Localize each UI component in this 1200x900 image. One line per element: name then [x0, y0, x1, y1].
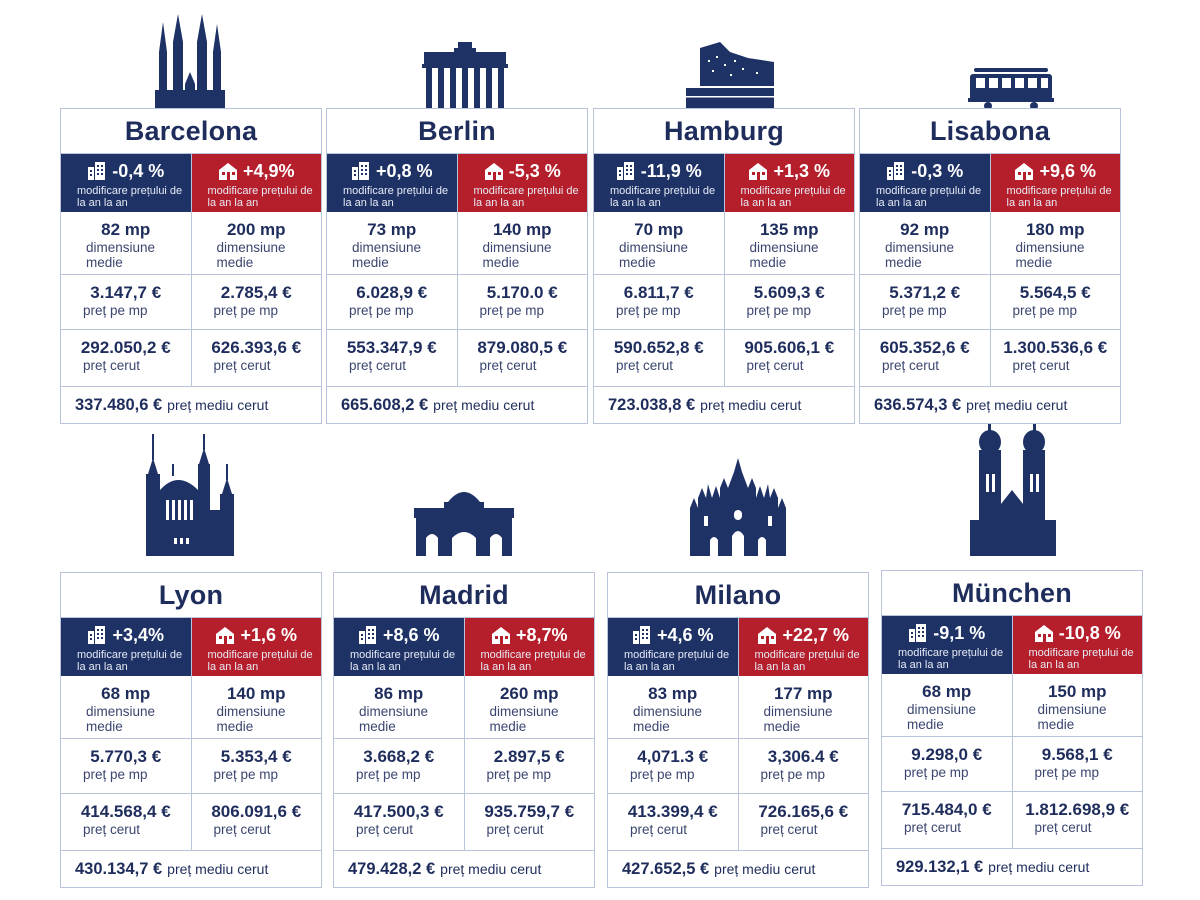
average-asked-label: preț mediu cerut [167, 860, 269, 877]
apartment-ppm-value: 3.668,2 € [363, 747, 435, 766]
house-size [457, 212, 588, 274]
apartment-icon [908, 623, 928, 643]
apartment-size-value: 86 mp [374, 684, 424, 703]
apartment-change-value: +3,4% [112, 624, 165, 645]
house-asked-value: 626.393,6 € [211, 338, 302, 357]
city-card-madrid [333, 572, 595, 888]
apartment-size-value: 73 mp [367, 220, 417, 239]
size-label: dimensiune medie [86, 240, 156, 270]
apartment-size [594, 212, 724, 274]
house-change-value: -10,8 % [1058, 622, 1121, 643]
house-icon [218, 161, 238, 181]
apartment-size [882, 674, 1012, 736]
size-label: dimensiune medie [907, 702, 977, 732]
asked-label: preț cerut [630, 822, 688, 837]
house-price-per-sqm [457, 275, 588, 329]
average-asked-price [594, 387, 854, 423]
average-asked-value: 337.480,6 € [75, 395, 163, 414]
tram-icon [968, 68, 1054, 110]
apartment-change-value: -0,3 % [911, 160, 964, 181]
apartment-price-per-sqm [882, 737, 1012, 791]
house-price-per-sqm [191, 739, 322, 793]
house-price-per-sqm [738, 739, 869, 793]
house-asked-price [724, 330, 855, 386]
apartment-icon [616, 161, 636, 181]
city-card-milano [607, 572, 869, 888]
house-size [724, 212, 855, 274]
average-asked-price [327, 387, 587, 423]
average-asked-value: 929.132,1 € [896, 857, 984, 876]
apartment-price-per-sqm [327, 275, 457, 329]
house-asked-price [990, 330, 1121, 386]
apartment-asked-price [608, 794, 738, 850]
ppm-label: preț pe mp [1012, 303, 1078, 318]
average-asked-value: 636.574,3 € [874, 395, 962, 414]
ppm-label: preț pe mp [479, 303, 545, 318]
house-ppm-value: 9.568,1 € [1041, 745, 1113, 764]
house-icon [484, 161, 504, 181]
house-asked-value: 726.165,6 € [758, 802, 849, 821]
house-asked-value: 879.080,5 € [477, 338, 568, 357]
city-card-barcelona [60, 108, 322, 424]
apartment-size-value: 70 mp [634, 220, 684, 239]
house-icon [748, 161, 768, 181]
size-label: dimensiune medie [885, 240, 955, 270]
puerta-de-alcala-icon [414, 486, 514, 556]
house-asked-value: 935.759,7 € [484, 802, 575, 821]
house-change-value: +8,7% [515, 624, 568, 645]
asked-label: preț cerut [213, 358, 271, 373]
average-asked-price [334, 851, 594, 887]
city-name: Lisabona [860, 109, 1120, 154]
apartment-asked-price [882, 792, 1012, 848]
size-label: dimensiune medie [633, 704, 703, 734]
average-asked-value: 665.608,2 € [341, 395, 429, 414]
apartment-icon [87, 625, 107, 645]
apartment-ppm-value: 5.770,3 € [90, 747, 162, 766]
ppm-label: preț pe mp [356, 767, 421, 782]
house-asked-price [191, 794, 322, 850]
house-change-value: +9,6 % [1039, 160, 1097, 181]
house-icon [491, 625, 511, 645]
size-label: dimensiune medie [359, 704, 429, 734]
house-price-change [191, 154, 322, 212]
fourviere-basilica-icon [144, 434, 236, 556]
apartment-asked-value: 292.050,2 € [80, 338, 171, 357]
average-asked-label: preț mediu cerut [167, 396, 269, 413]
average-asked-label: preț mediu cerut [433, 396, 535, 413]
change-label: modificare prețului de la an la an [740, 185, 846, 209]
house-size-value: 260 mp [499, 684, 559, 703]
house-change-value: +22,7 % [782, 624, 850, 645]
house-size-value: 177 mp [773, 684, 833, 703]
apartment-icon [351, 161, 371, 181]
change-label: modificare prețului de la an la an [624, 649, 730, 673]
house-icon [757, 625, 777, 645]
apartment-ppm-value: 3.147,7 € [90, 283, 162, 302]
city-name: Barcelona [61, 109, 321, 154]
house-change-value: +4,9% [242, 160, 295, 181]
house-price-per-sqm [191, 275, 322, 329]
house-price-per-sqm [1012, 737, 1143, 791]
size-label: dimensiune medie [352, 240, 422, 270]
average-asked-value: 427.652,5 € [622, 859, 710, 878]
house-size-value: 135 mp [759, 220, 819, 239]
average-asked-price [61, 387, 321, 423]
apartment-price-change [334, 618, 464, 676]
ppm-label: preț pe mp [760, 767, 826, 782]
apartment-price-change [882, 616, 1012, 674]
house-asked-value: 905.606,1 € [744, 338, 835, 357]
house-asked-price [464, 794, 595, 850]
elbphilharmonie-icon [686, 42, 774, 108]
apartment-asked-price [327, 330, 457, 386]
city-card-hamburg [593, 108, 855, 424]
house-size [191, 676, 322, 738]
apartment-price-change [860, 154, 990, 212]
house-size-value: 150 mp [1047, 682, 1107, 701]
apartment-asked-value: 590.652,8 € [613, 338, 704, 357]
house-price-per-sqm [464, 739, 595, 793]
house-asked-price [191, 330, 322, 386]
change-label: modificare prețului de la an la an [207, 185, 313, 209]
apartment-ppm-value: 6.028,9 € [356, 283, 428, 302]
change-label: modificare prețului de la an la an [350, 649, 456, 673]
house-size-value: 200 mp [226, 220, 286, 239]
apartment-icon [632, 625, 652, 645]
apartment-change-value: -11,9 % [640, 160, 702, 181]
house-size [1012, 674, 1143, 736]
city-name: Milano [608, 573, 868, 618]
apartment-asked-value: 413.399,4 € [627, 802, 718, 821]
house-icon [215, 625, 235, 645]
ppm-label: preț pe mp [904, 765, 969, 780]
size-label: dimensiune medie [749, 240, 819, 270]
house-size [738, 676, 869, 738]
asked-label: preț cerut [1034, 820, 1092, 835]
asked-label: preț cerut [760, 822, 818, 837]
house-size [191, 212, 322, 274]
average-asked-value: 430.134,7 € [75, 859, 163, 878]
city-card-lisabona [859, 108, 1121, 424]
duomo-icon [690, 458, 786, 556]
size-label: dimensiune medie [489, 704, 559, 734]
house-ppm-value: 5.170.0 € [486, 283, 558, 302]
house-ppm-value: 2.785,4 € [220, 283, 292, 302]
ppm-label: preț pe mp [83, 767, 148, 782]
ppm-label: preț pe mp [746, 303, 812, 318]
house-asked-price [457, 330, 588, 386]
asked-label: preț cerut [882, 358, 940, 373]
change-label: modificare prețului de la an la an [876, 185, 982, 209]
apartment-asked-price [594, 330, 724, 386]
apartment-size [860, 212, 990, 274]
asked-label: preț cerut [746, 358, 804, 373]
apartment-size [334, 676, 464, 738]
average-asked-value: 479.428,2 € [348, 859, 436, 878]
house-ppm-value: 5.609,3 € [753, 283, 825, 302]
apartment-icon [87, 161, 107, 181]
house-price-change [738, 618, 869, 676]
house-price-change [457, 154, 588, 212]
change-label: modificare prețului de la an la an [1006, 185, 1112, 209]
house-icon [1014, 161, 1034, 181]
apartment-ppm-value: 5.371,2 € [889, 283, 961, 302]
house-size-value: 180 mp [1025, 220, 1085, 239]
house-icon [1034, 623, 1054, 643]
average-asked-price [608, 851, 868, 887]
apartment-size-value: 82 mp [101, 220, 151, 239]
apartment-asked-price [860, 330, 990, 386]
apartment-asked-value: 414.568,4 € [80, 802, 171, 821]
asked-label: preț cerut [83, 358, 141, 373]
apartment-price-change [327, 154, 457, 212]
house-ppm-value: 5.564,5 € [1019, 283, 1091, 302]
size-label: dimensiune medie [482, 240, 552, 270]
size-label: dimensiune medie [86, 704, 156, 734]
apartment-icon [886, 161, 906, 181]
house-price-per-sqm [724, 275, 855, 329]
asked-label: preț cerut [479, 358, 537, 373]
average-asked-price [882, 849, 1142, 885]
ppm-label: preț pe mp [616, 303, 681, 318]
asked-label: preț cerut [349, 358, 407, 373]
house-price-per-sqm [990, 275, 1121, 329]
asked-label: preț cerut [616, 358, 674, 373]
house-size-value: 140 mp [226, 684, 286, 703]
apartment-price-change [594, 154, 724, 212]
asked-label: preț cerut [486, 822, 544, 837]
house-change-value: +1,3 % [773, 160, 831, 181]
size-label: dimensiune medie [763, 704, 833, 734]
ppm-label: preț pe mp [213, 303, 279, 318]
house-ppm-value: 5.353,4 € [220, 747, 292, 766]
ppm-label: preț pe mp [1034, 765, 1100, 780]
frauenkirche-icon [970, 424, 1056, 556]
average-asked-price [860, 387, 1120, 423]
city-name: Hamburg [594, 109, 854, 154]
size-label: dimensiune medie [216, 704, 286, 734]
house-change-value: +1,6 % [240, 624, 298, 645]
size-label: dimensiune medie [619, 240, 689, 270]
brandenburg-gate-icon [422, 42, 508, 108]
apartment-price-per-sqm [61, 275, 191, 329]
apartment-asked-value: 553.347,9 € [346, 338, 437, 357]
house-size-value: 140 mp [492, 220, 552, 239]
asked-label: preț cerut [356, 822, 414, 837]
apartment-change-value: -0,4 % [112, 160, 165, 181]
change-label: modificare prețului de la an la an [898, 647, 1004, 671]
average-asked-label: preț mediu cerut [700, 396, 802, 413]
average-asked-label: preț mediu cerut [966, 396, 1068, 413]
asked-label: preț cerut [1012, 358, 1070, 373]
apartment-size [61, 212, 191, 274]
ppm-label: preț pe mp [83, 303, 148, 318]
apartment-size [61, 676, 191, 738]
average-asked-label: preț mediu cerut [714, 860, 816, 877]
house-asked-value: 806.091,6 € [211, 802, 302, 821]
apartment-ppm-value: 4,071.3 € [637, 747, 709, 766]
change-label: modificare prețului de la an la an [754, 649, 860, 673]
change-label: modificare prețului de la an la an [77, 649, 183, 673]
apartment-size-value: 92 mp [900, 220, 950, 239]
apartment-size-value: 68 mp [922, 682, 972, 701]
house-ppm-value: 2.897,5 € [493, 747, 565, 766]
apartment-change-value: +4,6 % [656, 624, 714, 645]
ppm-label: preț pe mp [349, 303, 414, 318]
apartment-size [608, 676, 738, 738]
house-asked-price [738, 794, 869, 850]
house-asked-price [1012, 792, 1143, 848]
average-asked-label: preț mediu cerut [988, 858, 1090, 875]
house-price-change [1012, 616, 1143, 674]
apartment-price-per-sqm [334, 739, 464, 793]
city-name: Lyon [61, 573, 321, 618]
apartment-asked-value: 417.500,3 € [353, 802, 444, 821]
change-label: modificare prețului de la an la an [1028, 647, 1134, 671]
house-price-change [191, 618, 322, 676]
apartment-asked-value: 605.352,6 € [879, 338, 970, 357]
apartment-icon [358, 625, 378, 645]
apartment-ppm-value: 9.298,0 € [911, 745, 983, 764]
size-label: dimensiune medie [216, 240, 286, 270]
change-label: modificare prețului de la an la an [473, 185, 579, 209]
apartment-asked-value: 715.484,0 € [901, 800, 992, 819]
city-card-münchen [881, 570, 1143, 886]
ppm-label: preț pe mp [882, 303, 947, 318]
house-price-change [464, 618, 595, 676]
ppm-label: preț pe mp [630, 767, 695, 782]
sagrada-familia-icon [155, 12, 225, 110]
apartment-change-value: -9,1 % [933, 622, 986, 643]
average-asked-label: preț mediu cerut [440, 860, 542, 877]
asked-label: preț cerut [213, 822, 271, 837]
apartment-asked-price [61, 794, 191, 850]
house-asked-value: 1.812.698,9 € [1025, 800, 1130, 819]
average-asked-price [61, 851, 321, 887]
apartment-price-change [61, 618, 191, 676]
size-label: dimensiune medie [1015, 240, 1085, 270]
house-size [990, 212, 1121, 274]
change-label: modificare prețului de la an la an [610, 185, 716, 209]
city-name: Madrid [334, 573, 594, 618]
apartment-size-value: 68 mp [101, 684, 151, 703]
change-label: modificare prețului de la an la an [343, 185, 449, 209]
city-name: München [882, 571, 1142, 616]
ppm-label: preț pe mp [213, 767, 279, 782]
asked-label: preț cerut [904, 820, 962, 835]
asked-label: preț cerut [83, 822, 141, 837]
house-price-change [724, 154, 855, 212]
city-card-lyon [60, 572, 322, 888]
house-ppm-value: 3,306.4 € [767, 747, 839, 766]
city-card-berlin [326, 108, 588, 424]
apartment-change-value: +0,8 % [375, 160, 433, 181]
change-label: modificare prețului de la an la an [77, 185, 183, 209]
apartment-price-per-sqm [860, 275, 990, 329]
apartment-asked-price [334, 794, 464, 850]
apartment-size [327, 212, 457, 274]
change-label: modificare prețului de la an la an [207, 649, 313, 673]
apartment-size-value: 83 mp [648, 684, 698, 703]
apartment-ppm-value: 6.811,7 € [623, 283, 694, 302]
apartment-price-per-sqm [61, 739, 191, 793]
house-size [464, 676, 595, 738]
house-price-change [990, 154, 1121, 212]
apartment-change-value: +8,6 % [382, 624, 440, 645]
apartment-price-change [608, 618, 738, 676]
apartment-price-per-sqm [608, 739, 738, 793]
house-asked-value: 1.300.536,6 € [1003, 338, 1108, 357]
ppm-label: preț pe mp [486, 767, 552, 782]
size-label: dimensiune medie [1037, 702, 1107, 732]
change-label: modificare prețului de la an la an [480, 649, 586, 673]
apartment-price-per-sqm [594, 275, 724, 329]
city-name: Berlin [327, 109, 587, 154]
average-asked-value: 723.038,8 € [608, 395, 696, 414]
apartment-price-change [61, 154, 191, 212]
apartment-asked-price [61, 330, 191, 386]
house-change-value: -5,3 % [508, 160, 561, 181]
